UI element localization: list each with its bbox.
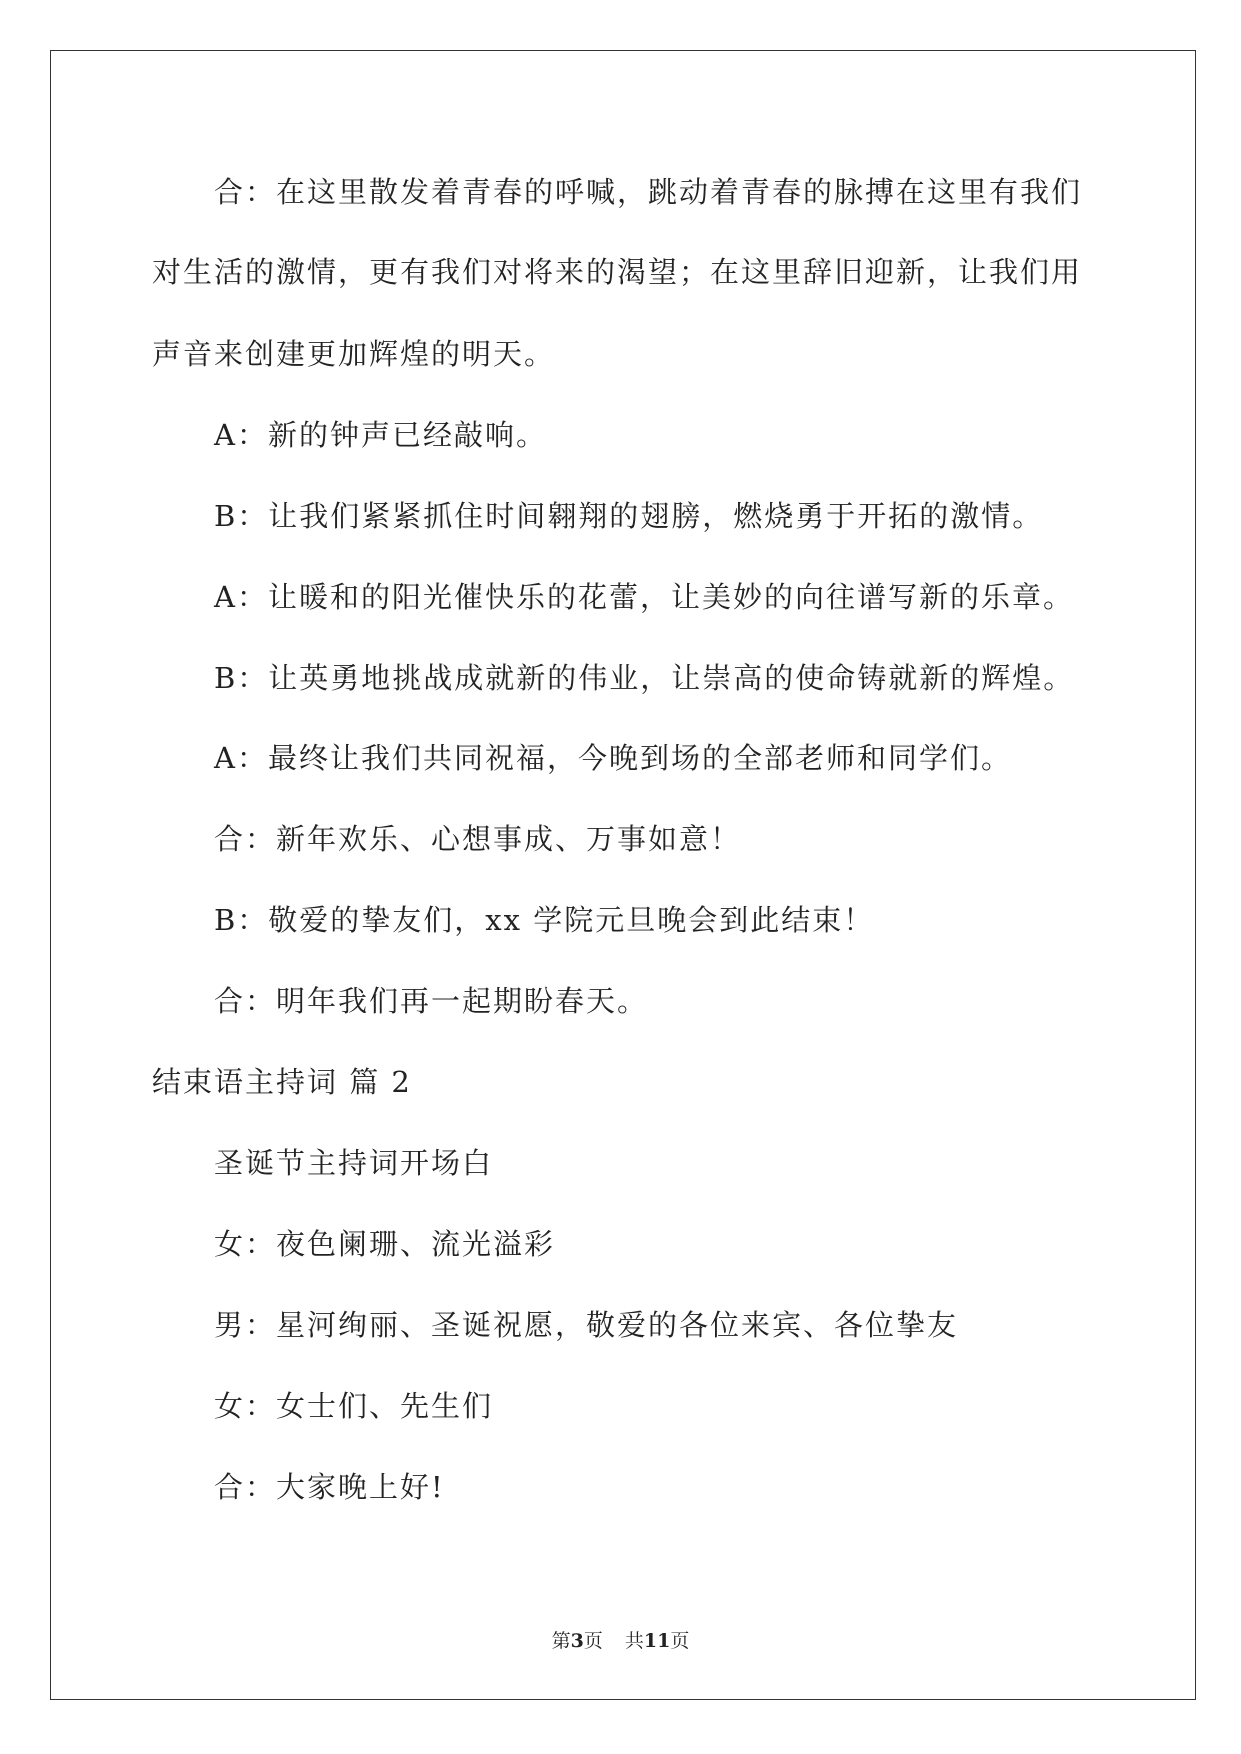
paragraph-line: B：让英勇地挑战成就新的伟业，让崇高的使命铸就新的辉煌。 xyxy=(214,661,1075,695)
paragraph-line: 对生活的激情，更有我们对将来的渴望；在这里辞旧迎新，让我们用 xyxy=(152,255,1083,289)
paragraph-line: 合：在这里散发着青春的呼喊，跳动着青春的脉搏在这里有我们 xyxy=(214,175,1083,209)
paragraph-line: 合：明年我们再一起期盼春天。 xyxy=(214,984,649,1018)
paragraph-line: A：新的钟声已经敲响。 xyxy=(214,418,547,452)
paragraph-line: A：最终让我们共同祝福，今晚到场的全部老师和同学们。 xyxy=(214,741,1012,775)
page-border xyxy=(50,50,1196,1700)
footer-page-total: 11 xyxy=(643,1630,671,1652)
paragraph-line: 女：夜色阑珊、流光溢彩 xyxy=(214,1227,556,1261)
paragraph-line: 男：星河绚丽、圣诞祝愿，敬爱的各位来宾、各位挚友 xyxy=(214,1308,959,1342)
paragraph-line: 合：新年欢乐、心想事成、万事如意！ xyxy=(214,822,742,856)
footer-total-prefix: 共 xyxy=(624,1630,644,1652)
paragraph-line: 声音来创建更加辉煌的明天。 xyxy=(152,337,556,371)
page-footer xyxy=(0,1628,1241,1654)
paragraph-line: B：敬爱的挚友们，xx 学院元旦晚会到此结束！ xyxy=(214,903,875,937)
paragraph-line: 合：大家晚上好! xyxy=(214,1470,445,1504)
footer-page-prefix: 第 xyxy=(551,1630,571,1652)
paragraph-line: B：让我们紧紧抓住时间翱翔的翅膀，燃烧勇于开拓的激情。 xyxy=(214,499,1044,533)
paragraph-line: 圣诞节主持词开场白 xyxy=(214,1146,494,1180)
section-heading: 结束语主持词 篇 2 xyxy=(152,1065,412,1099)
footer-page-current: 3 xyxy=(570,1630,584,1652)
footer-page-unit: 页 xyxy=(583,1630,603,1652)
paragraph-line: A：让暖和的阳光催快乐的花蕾，让美妙的向往谱写新的乐章。 xyxy=(214,580,1074,614)
paragraph-line: 女：女士们、先生们 xyxy=(214,1389,494,1423)
footer-total-unit: 页 xyxy=(670,1630,690,1652)
